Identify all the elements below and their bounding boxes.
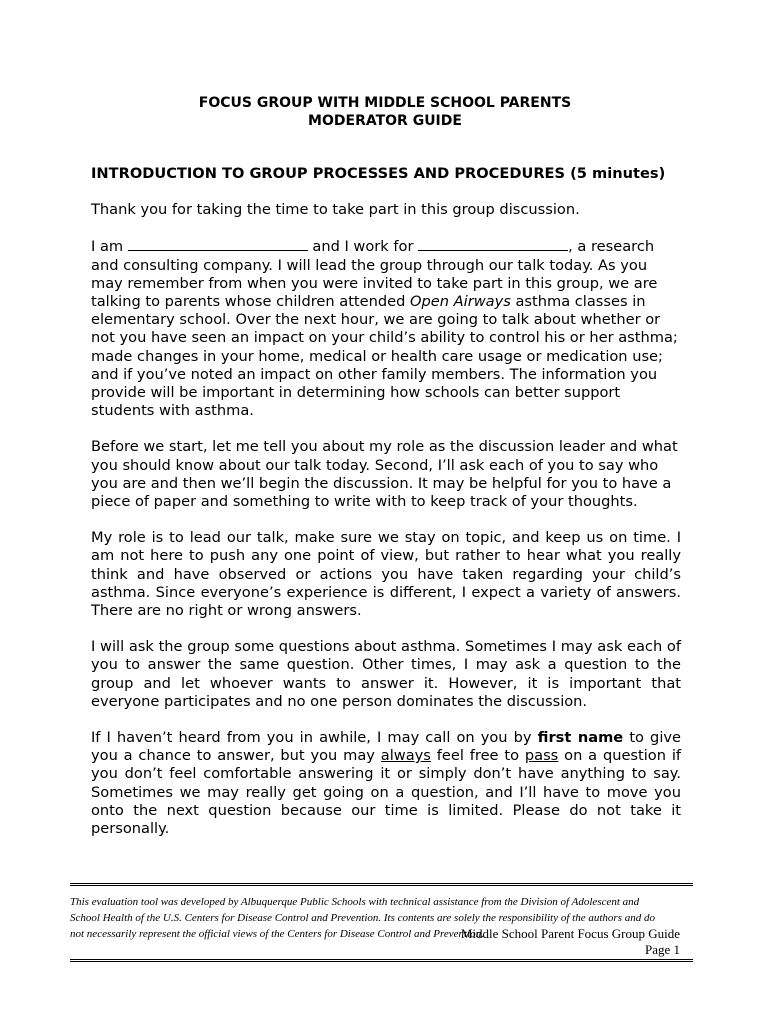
- participation-text-d: on a question if you don’t feel comfortable answering it or simply don’t have anything to say. Sometimes we may really get going on a question, and I’ll have to move you onto the next question because our time is limited. Please do not take it personally.: [91, 747, 682, 838]
- footer-disclaimer: This evaluation tool was developed by Albuquerque Public Schools with technical assistance from the Division of Adolescent and School Health of the U.S. Centers for Disease Control and Prevention. Its contents are solely the responsibility of the authors and do not necessarily represent the official views of the Centers for Disease Control and Prevention.: [70, 896, 655, 940]
- participation-text-a: If I haven’t heard from you in awhile, I may call on you by: [91, 729, 532, 747]
- intro-text-a: I am: [91, 238, 124, 256]
- participation-text-c: feel free to: [436, 747, 520, 765]
- footer-divider-bottom: [70, 959, 693, 962]
- paragraph-thank-you: Thank you for taking the time to take part in this group discussion.: [91, 201, 580, 219]
- title-line-2: MODERATOR GUIDE: [308, 113, 462, 129]
- paragraph-questions: I will ask the group some questions about asthma. Sometimes I may ask each of you to answer the same question. Other times, I may ask a question to the group and let whoever wants to answer it. However, it is important that everyone participates and no one person dominates the discussion.: [91, 638, 681, 710]
- intro-text-d: asthma classes in elementary school. Over the next hour, we are going to talk about whether or not you have seen an impact on your child’s ability to control his or her asthma; made changes in your home, medical or health care usage or medication use; and if you’ve noted an impact on other family members. The information you provide will be important in determining how schools can better support students with asthma.: [91, 293, 678, 420]
- paragraph-participation: [91, 729, 681, 838]
- paragraph-role-intro: Before we start, let me tell you about my role as the discussion leader and what you should know about our talk today. Second, I’ll ask each of you to say who you are and then we’ll begin the discussion. It may be helpful for you to have a piece of paper and something to write with to keep track of your thoughts.: [91, 438, 678, 511]
- footer-page-info: [461, 926, 680, 958]
- document-body: [91, 165, 681, 856]
- name-blank-line: [128, 237, 308, 251]
- footer-page-number: Page 1: [644, 942, 680, 957]
- company-blank-line: [418, 237, 568, 251]
- intro-text-b: and I work for: [312, 238, 414, 256]
- program-name: Open Airways: [410, 293, 511, 311]
- participation-text-b: to give you a chance to answer, but you may: [91, 729, 681, 765]
- paragraph-introduction: [91, 237, 681, 420]
- title-line-1: FOCUS GROUP WITH MIDDLE SCHOOL PARENTS: [198, 95, 572, 111]
- always-emphasis: always: [380, 747, 431, 765]
- section-heading: INTRODUCTION TO GROUP PROCESSES AND PROCEDURES (5 minutes): [91, 165, 666, 182]
- paragraph-my-role: My role is to lead our talk, make sure we stay on topic, and keep us on time. I am not here to push any one point of view, but rather to hear what you really think and have observed or actions you have taken regarding your child’s asthma. Since everyone’s experience is different, I expect a variety of answers. There are no right or wrong answers.: [91, 529, 681, 620]
- footer-document-name: Middle School Parent Focus Group Guide: [460, 926, 680, 941]
- document-title: [0, 94, 770, 130]
- first-name-emphasis: first name: [537, 729, 624, 747]
- footer-divider-top: [70, 883, 693, 886]
- intro-text-c: , a research and consulting company. I will lead the group through our talk today. As you may remember from when you were invited to take part in this group, we are talking to parents whose children attended: [91, 238, 658, 311]
- pass-emphasis: pass: [524, 747, 559, 765]
